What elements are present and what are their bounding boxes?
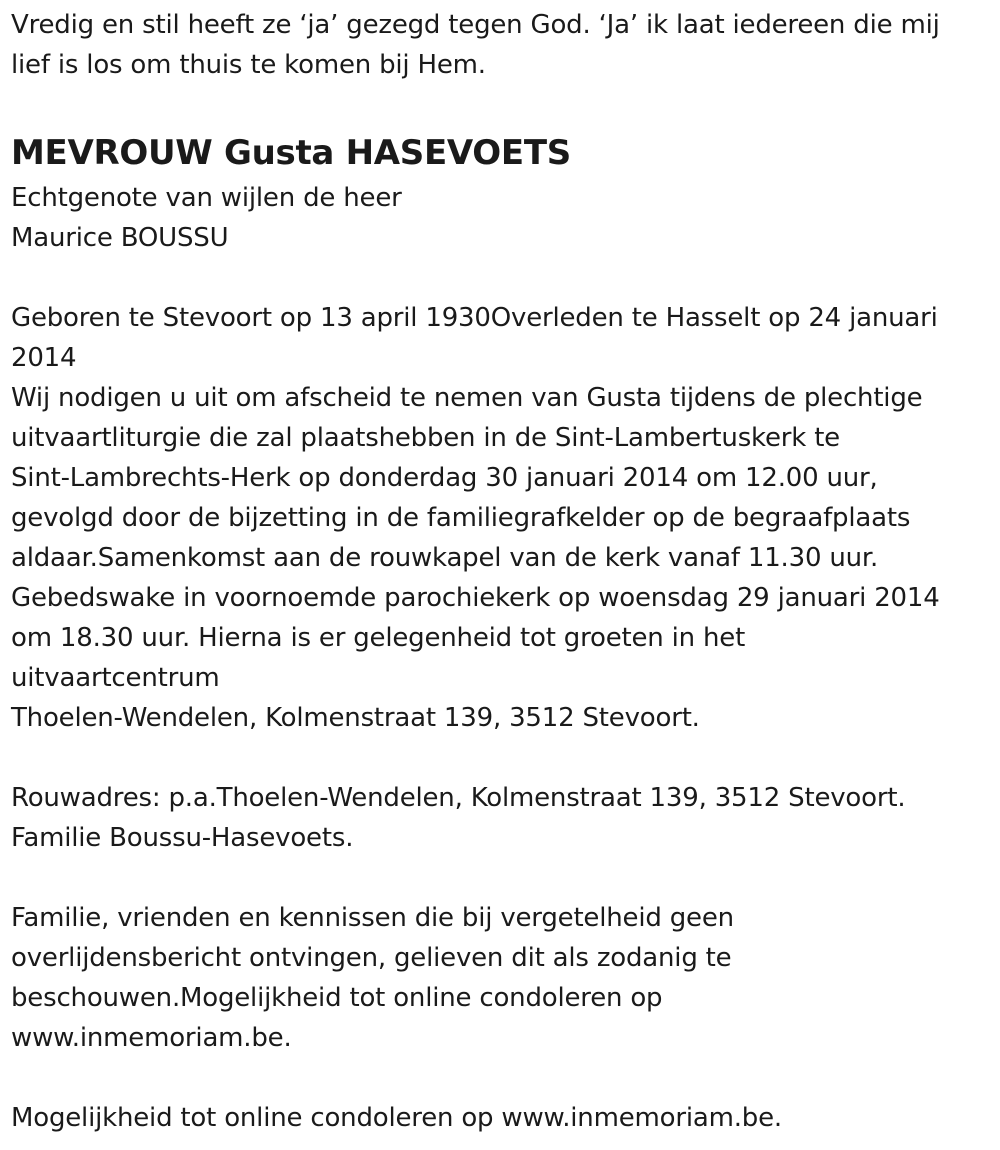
spouse-line: Echtgenote van wijlen de heer [11,183,402,213]
details-line: gevolgd door de bijzetting in de familiegrafkelder op de begraafplaats [11,503,911,533]
funeral-details [11,298,991,738]
notice-line: www.inmemoriam.be. [11,1023,292,1053]
quote-line: Vredig en stil heeft ze ‘ja’ gezegd tegen God. ‘Ja’ ik laat iedereen die mij [11,10,940,40]
spacer [11,1058,991,1098]
spouse-name: Maurice BOUSSU [11,223,229,253]
details-line: Gebedswake in voornoemde parochiekerk op woensdag 29 januari 2014 [11,583,940,613]
details-line: uitvaartcentrum [11,663,220,693]
details-line: uitvaartliturgie die zal plaatshebben in de Sint-Lambertuskerk te [11,423,840,453]
details-line: aldaar.Samenkomst aan de rouwkapel van de kerk vanaf 11.30 uur. [11,543,879,573]
mourning-address [11,778,991,858]
spacer [11,738,991,778]
details-line: 2014 [11,343,77,373]
obituary-notice [11,0,991,1138]
details-line: Wij nodigen u uit om afscheid te nemen van Gusta tijdens de plechtige [11,383,923,413]
quote-line: lief is los om thuis te komen bij Hem. [11,50,486,80]
opening-quote [11,5,991,85]
family-line: Familie Boussu-Hasevoets. [11,823,354,853]
closing-line: Mogelijkheid tot online condoleren op www.inmemoriam.be. [11,1103,782,1133]
spouse-info [11,178,991,258]
spacer [11,858,991,898]
details-line: Sint-Lambrechts-Herk op donderdag 30 januari 2014 om 12.00 uur, [11,463,878,493]
notice-line: Familie, vrienden en kennissen die bij vergetelheid geen [11,903,734,933]
address-line: Rouwadres: p.a.Thoelen-Wendelen, Kolmenstraat 139, 3512 Stevoort. [11,783,906,813]
notice-line: overlijdensbericht ontvingen, gelieven dit als zodanig te [11,943,732,973]
notice-paragraph [11,898,991,1058]
details-line: Geboren te Stevoort op 13 april 1930Overleden te Hasselt op 24 januari [11,303,938,333]
notice-line: beschouwen.Mogelijkheid tot online condoleren op [11,983,663,1013]
deceased-name: MEVROUW Gusta HASEVOETS [11,133,571,173]
spacer [11,258,991,298]
details-line: Thoelen-Wendelen, Kolmenstraat 139, 3512 Stevoort. [11,703,700,733]
details-line: om 18.30 uur. Hierna is er gelegenheid tot groeten in het [11,623,746,653]
